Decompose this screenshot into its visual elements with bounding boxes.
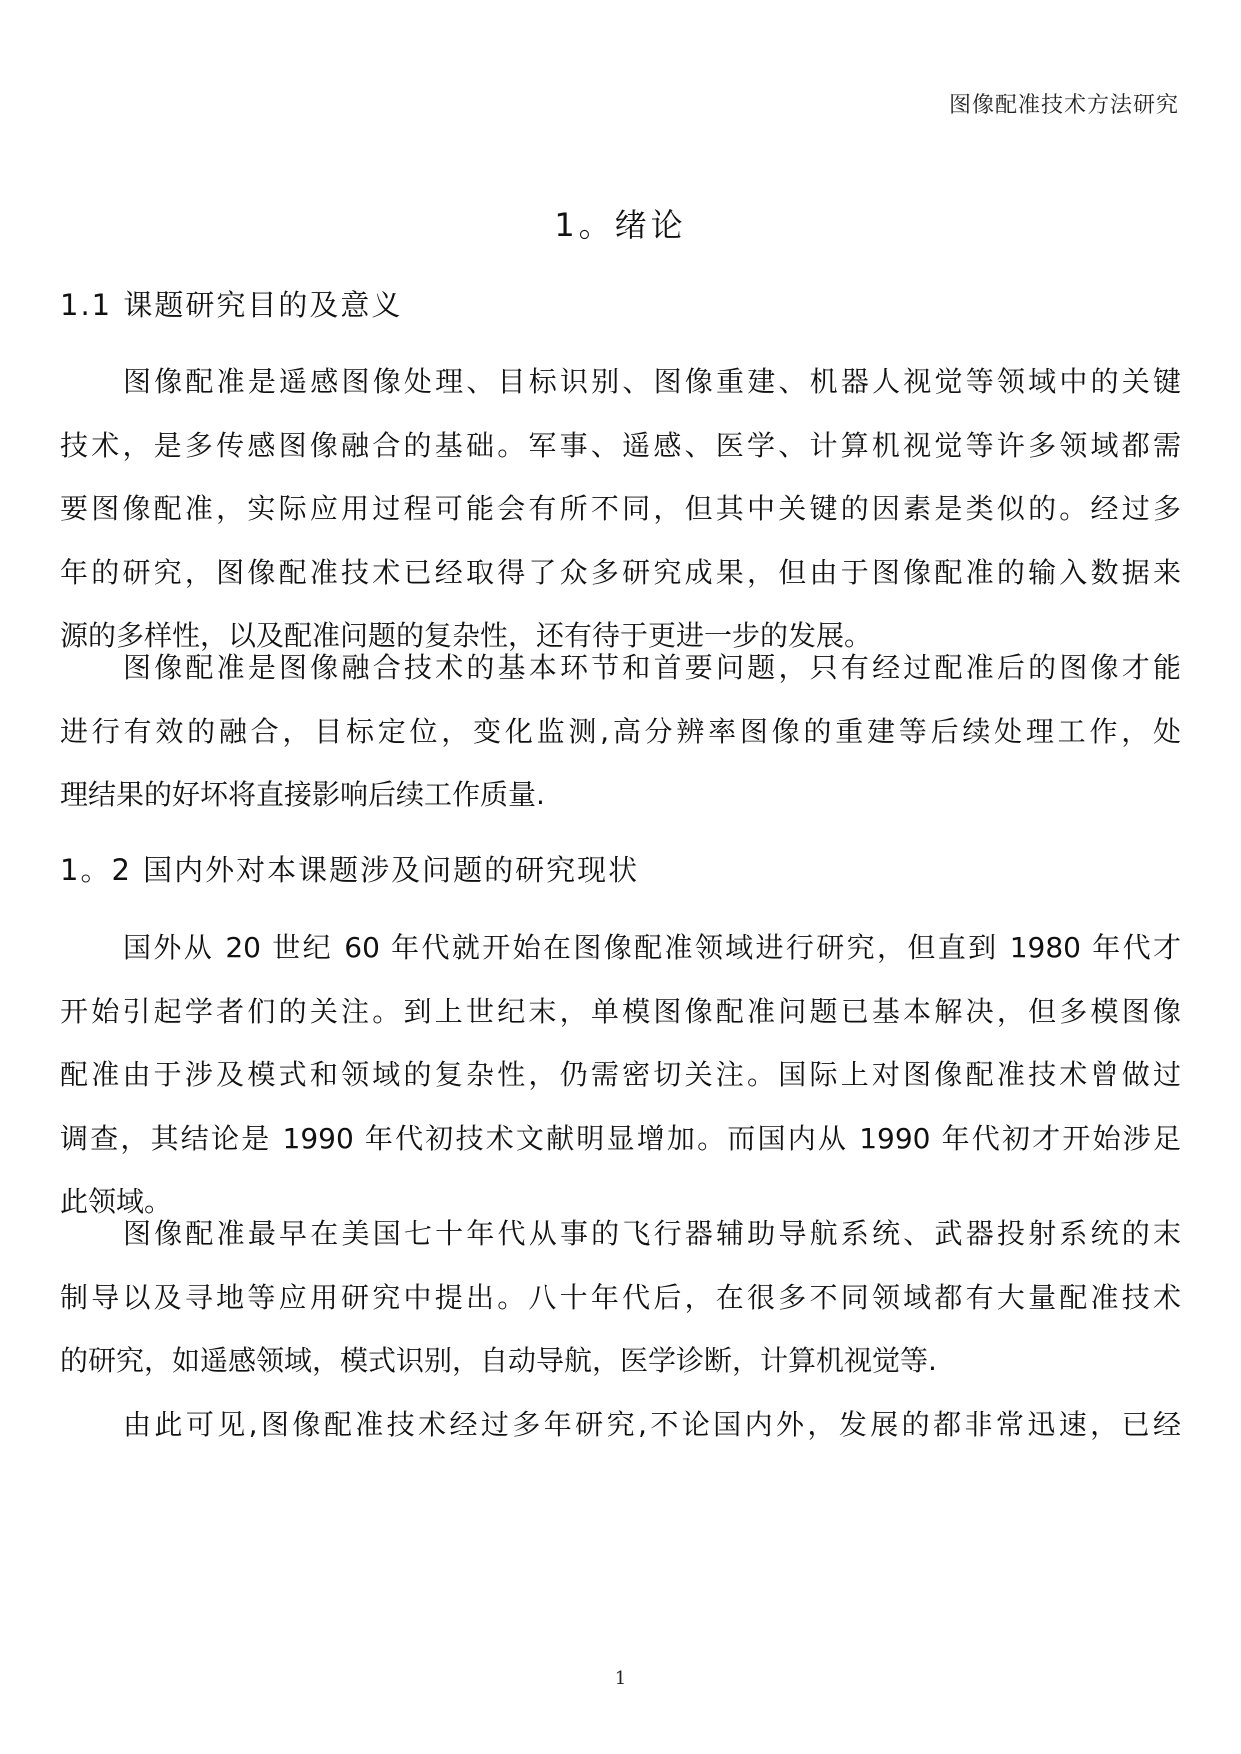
paragraph [60, 916, 1181, 1234]
text-line: 制导以及寻地等应用研究中提出。八十年代后，在很多不同领域都有大量配准技术 [60, 1280, 1181, 1314]
text-line: 由此可见,图像配准技术经过多年研究,不论国内外，发展的都非常迅速，已经 [123, 1408, 1181, 1441]
text-line: 调查，其结论是 1990 年代初技术文献明显增加。而国内从 1990 年代初才开始涉足 [60, 1121, 1181, 1155]
text-line: 源的多样性，以及配准问题的复杂性，还有待于更进一步的发展。 [60, 619, 873, 653]
text-line: 图像配准最早在美国七十年代从事的飞行器辅助导航系统、武器投射系统的末 [123, 1217, 1181, 1250]
text-line: 进行有效的融合，目标定位，变化监测,高分辨率图像的重建等后续处理工作，处 [60, 714, 1181, 748]
paragraph [60, 1202, 1181, 1393]
text-line: 技术，是多传感图像融合的基础。军事、遥感、医学、计算机视觉等许多领域都需 [60, 428, 1181, 462]
running-header: 图像配准技术方法研究 [948, 93, 1179, 118]
text-line: 理结果的好坏将直接影响后续工作质量. [60, 778, 545, 812]
text-line: 要图像配准，实际应用过程可能会有所不同，但其中关键的因素是类似的。经过多 [60, 492, 1181, 526]
text-line: 图像配准是遥感图像处理、目标识别、图像重建、机器人视觉等领域中的关键 [123, 365, 1181, 398]
paragraph [60, 636, 1181, 827]
text-line: 的研究，如遥感领域，模式识别，自动导航，医学诊断，计算机视觉等. [60, 1344, 937, 1378]
text-line: 图像配准是图像融合技术的基本环节和首要问题，只有经过配准后的图像才能 [123, 651, 1181, 684]
text-line: 年的研究，图像配准技术已经取得了众多研究成果，但由于图像配准的输入数据来 [60, 555, 1181, 589]
section-heading-1-2: 1。2 国内外对本课题涉及问题的研究现状 [60, 853, 640, 887]
chapter-title: 1。绪论 [554, 206, 687, 244]
section-heading-1-1: 1.1 课题研究目的及意义 [60, 288, 403, 322]
text-line: 配准由于涉及模式和领域的复杂性，仍需密切关注。国际上对图像配准技术曾做过 [60, 1058, 1181, 1092]
paragraph [60, 1393, 1181, 1457]
text-line: 国外从 20 世纪 60 年代就开始在图像配准领域进行研究，但直到 1980 年代才 [123, 931, 1181, 964]
text-line: 此领域。 [60, 1185, 173, 1219]
page-number: 1 [614, 1668, 627, 1689]
text-line: 开始引起学者们的关注。到上世纪末，单模图像配准问题已基本解决，但多模图像 [60, 994, 1181, 1028]
paragraph [60, 350, 1181, 668]
